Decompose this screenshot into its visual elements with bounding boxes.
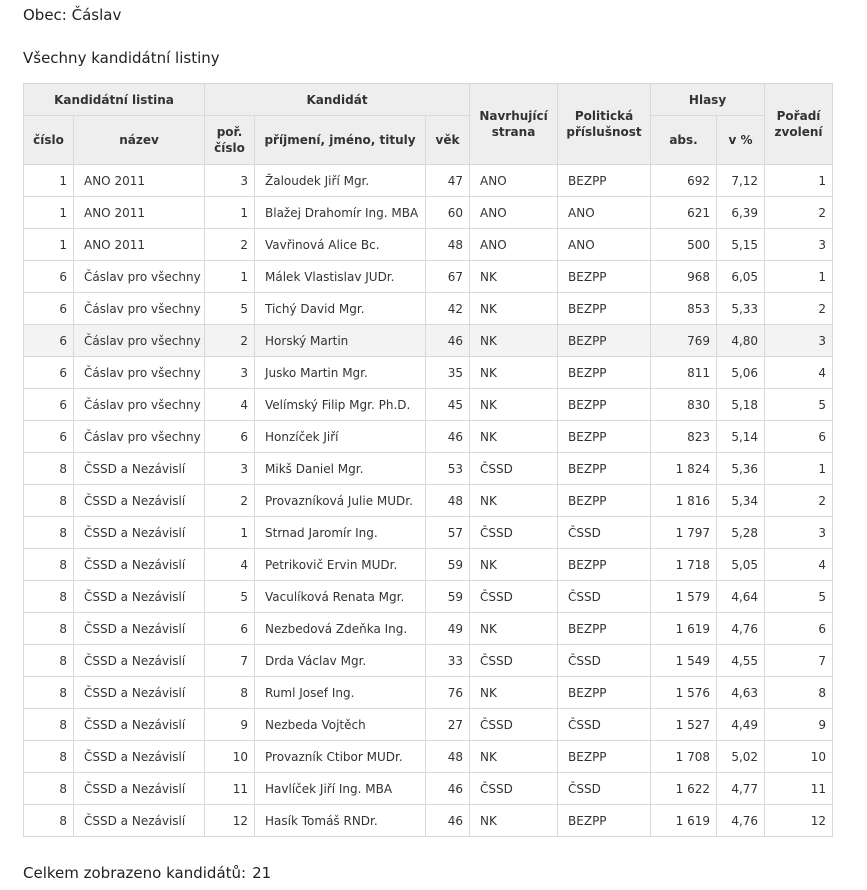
cell-list-name: ČSSD a Nezávislí bbox=[74, 517, 205, 549]
cell-list-name: Čáslav pro všechny bbox=[74, 357, 205, 389]
cell-political-affiliation: BEZPP bbox=[558, 293, 651, 325]
cell-votes-pct: 4,77 bbox=[717, 773, 765, 805]
table-row bbox=[24, 549, 833, 581]
cell-election-order: 1 bbox=[765, 261, 833, 293]
cell-list-name: ČSSD a Nezávislí bbox=[74, 645, 205, 677]
table-row bbox=[24, 453, 833, 485]
table-row bbox=[24, 357, 833, 389]
cell-election-order: 8 bbox=[765, 677, 833, 709]
cell-votes-pct: 5,33 bbox=[717, 293, 765, 325]
cell-age: 60 bbox=[426, 197, 470, 229]
cell-candidate-name: Málek Vlastislav JUDr. bbox=[255, 261, 426, 293]
cell-list-number: 8 bbox=[24, 773, 74, 805]
cell-election-order: 1 bbox=[765, 165, 833, 197]
cell-candidate-order: 5 bbox=[205, 293, 255, 325]
cell-age: 76 bbox=[426, 677, 470, 709]
cell-candidate-order: 11 bbox=[205, 773, 255, 805]
cell-votes-pct: 4,55 bbox=[717, 645, 765, 677]
cell-proposing-party: ANO bbox=[470, 165, 558, 197]
cell-election-order: 12 bbox=[765, 805, 833, 837]
cell-list-name: ČSSD a Nezávislí bbox=[74, 485, 205, 517]
cell-list-number: 8 bbox=[24, 581, 74, 613]
cell-proposing-party: NK bbox=[470, 261, 558, 293]
cell-election-order: 4 bbox=[765, 549, 833, 581]
header-candidate-group: Kandidát bbox=[205, 84, 470, 116]
cell-candidate-name: Honzíček Jiří bbox=[255, 421, 426, 453]
cell-candidate-name: Vavřinová Alice Bc. bbox=[255, 229, 426, 261]
table-row bbox=[24, 517, 833, 549]
cell-votes-pct: 6,39 bbox=[717, 197, 765, 229]
cell-age: 48 bbox=[426, 485, 470, 517]
cell-political-affiliation: ANO bbox=[558, 197, 651, 229]
cell-list-name: ČSSD a Nezávislí bbox=[74, 773, 205, 805]
cell-candidate-name: Hasík Tomáš RNDr. bbox=[255, 805, 426, 837]
cell-age: 46 bbox=[426, 325, 470, 357]
cell-proposing-party: NK bbox=[470, 421, 558, 453]
cell-proposing-party: ANO bbox=[470, 229, 558, 261]
table-row bbox=[24, 485, 833, 517]
cell-votes-pct: 4,76 bbox=[717, 613, 765, 645]
table-row bbox=[24, 389, 833, 421]
cell-votes-abs: 1 527 bbox=[651, 709, 717, 741]
cell-age: 49 bbox=[426, 613, 470, 645]
cell-candidate-name: Velímský Filip Mgr. Ph.D. bbox=[255, 389, 426, 421]
cell-list-name: Čáslav pro všechny bbox=[74, 325, 205, 357]
cell-political-affiliation: BEZPP bbox=[558, 805, 651, 837]
cell-election-order: 3 bbox=[765, 325, 833, 357]
cell-candidate-name: Strnad Jaromír Ing. bbox=[255, 517, 426, 549]
cell-election-order: 6 bbox=[765, 613, 833, 645]
cell-election-order: 5 bbox=[765, 389, 833, 421]
header-list-group: Kandidátní listina bbox=[24, 84, 205, 116]
cell-candidate-name: Jusko Martin Mgr. bbox=[255, 357, 426, 389]
cell-age: 46 bbox=[426, 773, 470, 805]
cell-list-number: 8 bbox=[24, 485, 74, 517]
cell-proposing-party: NK bbox=[470, 677, 558, 709]
cell-votes-pct: 5,02 bbox=[717, 741, 765, 773]
table-body bbox=[24, 165, 833, 837]
cell-votes-abs: 853 bbox=[651, 293, 717, 325]
cell-candidate-order: 3 bbox=[205, 453, 255, 485]
cell-votes-pct: 5,15 bbox=[717, 229, 765, 261]
cell-votes-pct: 5,05 bbox=[717, 549, 765, 581]
cell-list-number: 8 bbox=[24, 645, 74, 677]
cell-votes-abs: 1 576 bbox=[651, 677, 717, 709]
header-political-affiliation: Politická příslušnost bbox=[558, 84, 651, 165]
cell-election-order: 3 bbox=[765, 229, 833, 261]
municipality-title: Obec: Čáslav bbox=[23, 6, 122, 24]
cell-votes-abs: 823 bbox=[651, 421, 717, 453]
cell-votes-abs: 769 bbox=[651, 325, 717, 357]
table-row bbox=[24, 421, 833, 453]
table-row bbox=[24, 613, 833, 645]
cell-political-affiliation: BEZPP bbox=[558, 165, 651, 197]
cell-election-order: 6 bbox=[765, 421, 833, 453]
cell-election-order: 11 bbox=[765, 773, 833, 805]
cell-candidate-order: 3 bbox=[205, 357, 255, 389]
cell-political-affiliation: BEZPP bbox=[558, 261, 651, 293]
cell-proposing-party: ČSSD bbox=[470, 709, 558, 741]
cell-list-number: 6 bbox=[24, 261, 74, 293]
cell-political-affiliation: BEZPP bbox=[558, 549, 651, 581]
header-candidate-name: příjmení, jméno, tituly bbox=[255, 116, 426, 165]
header-votes-group: Hlasy bbox=[651, 84, 765, 116]
cell-proposing-party: NK bbox=[470, 293, 558, 325]
cell-votes-pct: 4,76 bbox=[717, 805, 765, 837]
cell-votes-pct: 6,05 bbox=[717, 261, 765, 293]
cell-candidate-name: Blažej Drahomír Ing. MBA bbox=[255, 197, 426, 229]
cell-votes-abs: 1 816 bbox=[651, 485, 717, 517]
cell-candidate-order: 2 bbox=[205, 325, 255, 357]
cell-age: 47 bbox=[426, 165, 470, 197]
cell-votes-abs: 692 bbox=[651, 165, 717, 197]
cell-political-affiliation: ČSSD bbox=[558, 773, 651, 805]
cell-election-order: 2 bbox=[765, 197, 833, 229]
table-row bbox=[24, 325, 833, 357]
cell-proposing-party: NK bbox=[470, 549, 558, 581]
cell-votes-abs: 621 bbox=[651, 197, 717, 229]
cell-candidate-name: Petrikovič Ervin MUDr. bbox=[255, 549, 426, 581]
cell-candidate-order: 6 bbox=[205, 421, 255, 453]
cell-list-name: ANO 2011 bbox=[74, 229, 205, 261]
cell-list-name: Čáslav pro všechny bbox=[74, 389, 205, 421]
cell-votes-abs: 1 718 bbox=[651, 549, 717, 581]
cell-list-number: 6 bbox=[24, 389, 74, 421]
header-list-name: název bbox=[74, 116, 205, 165]
cell-list-number: 8 bbox=[24, 453, 74, 485]
cell-votes-pct: 5,34 bbox=[717, 485, 765, 517]
table-row bbox=[24, 645, 833, 677]
cell-proposing-party: ANO bbox=[470, 197, 558, 229]
cell-votes-pct: 5,14 bbox=[717, 421, 765, 453]
cell-list-name: ČSSD a Nezávislí bbox=[74, 613, 205, 645]
table-row bbox=[24, 261, 833, 293]
cell-political-affiliation: BEZPP bbox=[558, 741, 651, 773]
cell-election-order: 4 bbox=[765, 357, 833, 389]
cell-political-affiliation: BEZPP bbox=[558, 325, 651, 357]
table-row bbox=[24, 773, 833, 805]
cell-votes-pct: 5,36 bbox=[717, 453, 765, 485]
footer-count: 21 bbox=[252, 864, 272, 882]
cell-votes-abs: 830 bbox=[651, 389, 717, 421]
cell-list-number: 8 bbox=[24, 805, 74, 837]
cell-candidate-order: 3 bbox=[205, 165, 255, 197]
cell-proposing-party: ČSSD bbox=[470, 773, 558, 805]
cell-election-order: 1 bbox=[765, 453, 833, 485]
cell-age: 67 bbox=[426, 261, 470, 293]
cell-candidate-name: Nezbeda Vojtěch bbox=[255, 709, 426, 741]
candidates-table bbox=[23, 83, 833, 837]
cell-list-name: ČSSD a Nezávislí bbox=[74, 741, 205, 773]
cell-votes-abs: 968 bbox=[651, 261, 717, 293]
cell-list-name: ANO 2011 bbox=[74, 165, 205, 197]
cell-votes-pct: 4,49 bbox=[717, 709, 765, 741]
cell-list-name: ČSSD a Nezávislí bbox=[74, 805, 205, 837]
cell-proposing-party: ČSSD bbox=[470, 581, 558, 613]
cell-political-affiliation: BEZPP bbox=[558, 453, 651, 485]
cell-age: 59 bbox=[426, 581, 470, 613]
cell-list-number: 1 bbox=[24, 165, 74, 197]
cell-votes-abs: 1 708 bbox=[651, 741, 717, 773]
cell-candidate-name: Provazníková Julie MUDr. bbox=[255, 485, 426, 517]
header-list-number: číslo bbox=[24, 116, 74, 165]
cell-votes-pct: 4,64 bbox=[717, 581, 765, 613]
cell-candidate-order: 1 bbox=[205, 261, 255, 293]
cell-proposing-party: ČSSD bbox=[470, 645, 558, 677]
footer-summary bbox=[23, 863, 271, 883]
cell-list-number: 8 bbox=[24, 741, 74, 773]
cell-list-number: 6 bbox=[24, 293, 74, 325]
cell-candidate-name: Mikš Daniel Mgr. bbox=[255, 453, 426, 485]
cell-list-name: Čáslav pro všechny bbox=[74, 293, 205, 325]
cell-list-name: ČSSD a Nezávislí bbox=[74, 677, 205, 709]
cell-candidate-name: Horský Martin bbox=[255, 325, 426, 357]
cell-candidate-order: 7 bbox=[205, 645, 255, 677]
header-votes-abs: abs. bbox=[651, 116, 717, 165]
header-votes-pct: v % bbox=[717, 116, 765, 165]
cell-political-affiliation: ČSSD bbox=[558, 517, 651, 549]
cell-age: 42 bbox=[426, 293, 470, 325]
cell-election-order: 10 bbox=[765, 741, 833, 773]
cell-age: 57 bbox=[426, 517, 470, 549]
cell-political-affiliation: ČSSD bbox=[558, 645, 651, 677]
header-candidate-order: poř. číslo bbox=[205, 116, 255, 165]
cell-list-number: 8 bbox=[24, 549, 74, 581]
cell-candidate-order: 10 bbox=[205, 741, 255, 773]
cell-list-number: 6 bbox=[24, 325, 74, 357]
cell-candidate-order: 1 bbox=[205, 197, 255, 229]
cell-candidate-order: 6 bbox=[205, 613, 255, 645]
cell-list-number: 8 bbox=[24, 613, 74, 645]
cell-candidate-name: Tichý David Mgr. bbox=[255, 293, 426, 325]
cell-age: 33 bbox=[426, 645, 470, 677]
cell-candidate-order: 5 bbox=[205, 581, 255, 613]
cell-election-order: 7 bbox=[765, 645, 833, 677]
table-row bbox=[24, 677, 833, 709]
cell-votes-abs: 1 622 bbox=[651, 773, 717, 805]
cell-candidate-name: Ruml Josef Ing. bbox=[255, 677, 426, 709]
cell-votes-abs: 1 549 bbox=[651, 645, 717, 677]
table-row bbox=[24, 197, 833, 229]
footer-label: Celkem zobrazeno kandidátů: bbox=[23, 864, 247, 882]
cell-proposing-party: ČSSD bbox=[470, 453, 558, 485]
cell-candidate-name: Havlíček Jiří Ing. MBA bbox=[255, 773, 426, 805]
cell-candidate-order: 2 bbox=[205, 485, 255, 517]
cell-candidate-name: Nezbedová Zdeňka Ing. bbox=[255, 613, 426, 645]
cell-political-affiliation: ČSSD bbox=[558, 581, 651, 613]
cell-votes-abs: 1 579 bbox=[651, 581, 717, 613]
cell-proposing-party: NK bbox=[470, 741, 558, 773]
cell-election-order: 5 bbox=[765, 581, 833, 613]
cell-votes-pct: 5,06 bbox=[717, 357, 765, 389]
cell-election-order: 2 bbox=[765, 485, 833, 517]
cell-list-number: 6 bbox=[24, 421, 74, 453]
table-row bbox=[24, 165, 833, 197]
header-election-order: Pořadí zvolení bbox=[765, 84, 833, 165]
cell-candidate-order: 4 bbox=[205, 549, 255, 581]
cell-candidate-order: 9 bbox=[205, 709, 255, 741]
cell-votes-abs: 500 bbox=[651, 229, 717, 261]
cell-list-number: 8 bbox=[24, 709, 74, 741]
cell-age: 35 bbox=[426, 357, 470, 389]
cell-list-number: 1 bbox=[24, 197, 74, 229]
cell-candidate-name: Provazník Ctibor MUDr. bbox=[255, 741, 426, 773]
cell-proposing-party: NK bbox=[470, 325, 558, 357]
cell-election-order: 2 bbox=[765, 293, 833, 325]
cell-list-number: 8 bbox=[24, 677, 74, 709]
cell-votes-pct: 4,63 bbox=[717, 677, 765, 709]
section-subtitle: Všechny kandidátní listiny bbox=[23, 49, 220, 67]
cell-votes-pct: 7,12 bbox=[717, 165, 765, 197]
cell-list-number: 1 bbox=[24, 229, 74, 261]
cell-list-name: ČSSD a Nezávislí bbox=[74, 581, 205, 613]
cell-candidate-order: 8 bbox=[205, 677, 255, 709]
cell-votes-pct: 5,18 bbox=[717, 389, 765, 421]
cell-proposing-party: NK bbox=[470, 389, 558, 421]
cell-candidate-order: 1 bbox=[205, 517, 255, 549]
cell-list-name: ČSSD a Nezávislí bbox=[74, 709, 205, 741]
table-row bbox=[24, 229, 833, 261]
cell-candidate-order: 12 bbox=[205, 805, 255, 837]
cell-election-order: 9 bbox=[765, 709, 833, 741]
cell-candidate-name: Žaloudek Jiří Mgr. bbox=[255, 165, 426, 197]
cell-list-name: ČSSD a Nezávislí bbox=[74, 453, 205, 485]
cell-age: 59 bbox=[426, 549, 470, 581]
cell-candidate-order: 2 bbox=[205, 229, 255, 261]
cell-votes-abs: 1 619 bbox=[651, 613, 717, 645]
table-row bbox=[24, 293, 833, 325]
cell-candidate-name: Vaculíková Renata Mgr. bbox=[255, 581, 426, 613]
cell-age: 46 bbox=[426, 421, 470, 453]
cell-list-number: 8 bbox=[24, 517, 74, 549]
table-row bbox=[24, 709, 833, 741]
cell-list-name: Čáslav pro všechny bbox=[74, 261, 205, 293]
cell-political-affiliation: BEZPP bbox=[558, 677, 651, 709]
cell-votes-abs: 811 bbox=[651, 357, 717, 389]
cell-age: 45 bbox=[426, 389, 470, 421]
cell-proposing-party: NK bbox=[470, 613, 558, 645]
cell-candidate-name: Drda Václav Mgr. bbox=[255, 645, 426, 677]
table-row bbox=[24, 805, 833, 837]
cell-candidate-order: 4 bbox=[205, 389, 255, 421]
cell-list-number: 6 bbox=[24, 357, 74, 389]
cell-election-order: 3 bbox=[765, 517, 833, 549]
cell-political-affiliation: BEZPP bbox=[558, 357, 651, 389]
cell-list-name: Čáslav pro všechny bbox=[74, 421, 205, 453]
cell-proposing-party: NK bbox=[470, 485, 558, 517]
cell-political-affiliation: BEZPP bbox=[558, 421, 651, 453]
cell-proposing-party: NK bbox=[470, 357, 558, 389]
cell-political-affiliation: BEZPP bbox=[558, 485, 651, 517]
cell-age: 53 bbox=[426, 453, 470, 485]
cell-list-name: ANO 2011 bbox=[74, 197, 205, 229]
table-row bbox=[24, 581, 833, 613]
cell-votes-abs: 1 619 bbox=[651, 805, 717, 837]
cell-proposing-party: NK bbox=[470, 805, 558, 837]
header-proposing-party: Navrhující strana bbox=[470, 84, 558, 165]
cell-political-affiliation: ČSSD bbox=[558, 709, 651, 741]
table-row bbox=[24, 741, 833, 773]
cell-political-affiliation: BEZPP bbox=[558, 389, 651, 421]
cell-votes-abs: 1 797 bbox=[651, 517, 717, 549]
cell-age: 46 bbox=[426, 805, 470, 837]
cell-proposing-party: ČSSD bbox=[470, 517, 558, 549]
cell-list-name: ČSSD a Nezávislí bbox=[74, 549, 205, 581]
cell-votes-abs: 1 824 bbox=[651, 453, 717, 485]
cell-age: 48 bbox=[426, 229, 470, 261]
cell-age: 27 bbox=[426, 709, 470, 741]
cell-age: 48 bbox=[426, 741, 470, 773]
header-age: věk bbox=[426, 116, 470, 165]
cell-political-affiliation: ANO bbox=[558, 229, 651, 261]
cell-votes-pct: 4,80 bbox=[717, 325, 765, 357]
cell-votes-pct: 5,28 bbox=[717, 517, 765, 549]
cell-political-affiliation: BEZPP bbox=[558, 613, 651, 645]
